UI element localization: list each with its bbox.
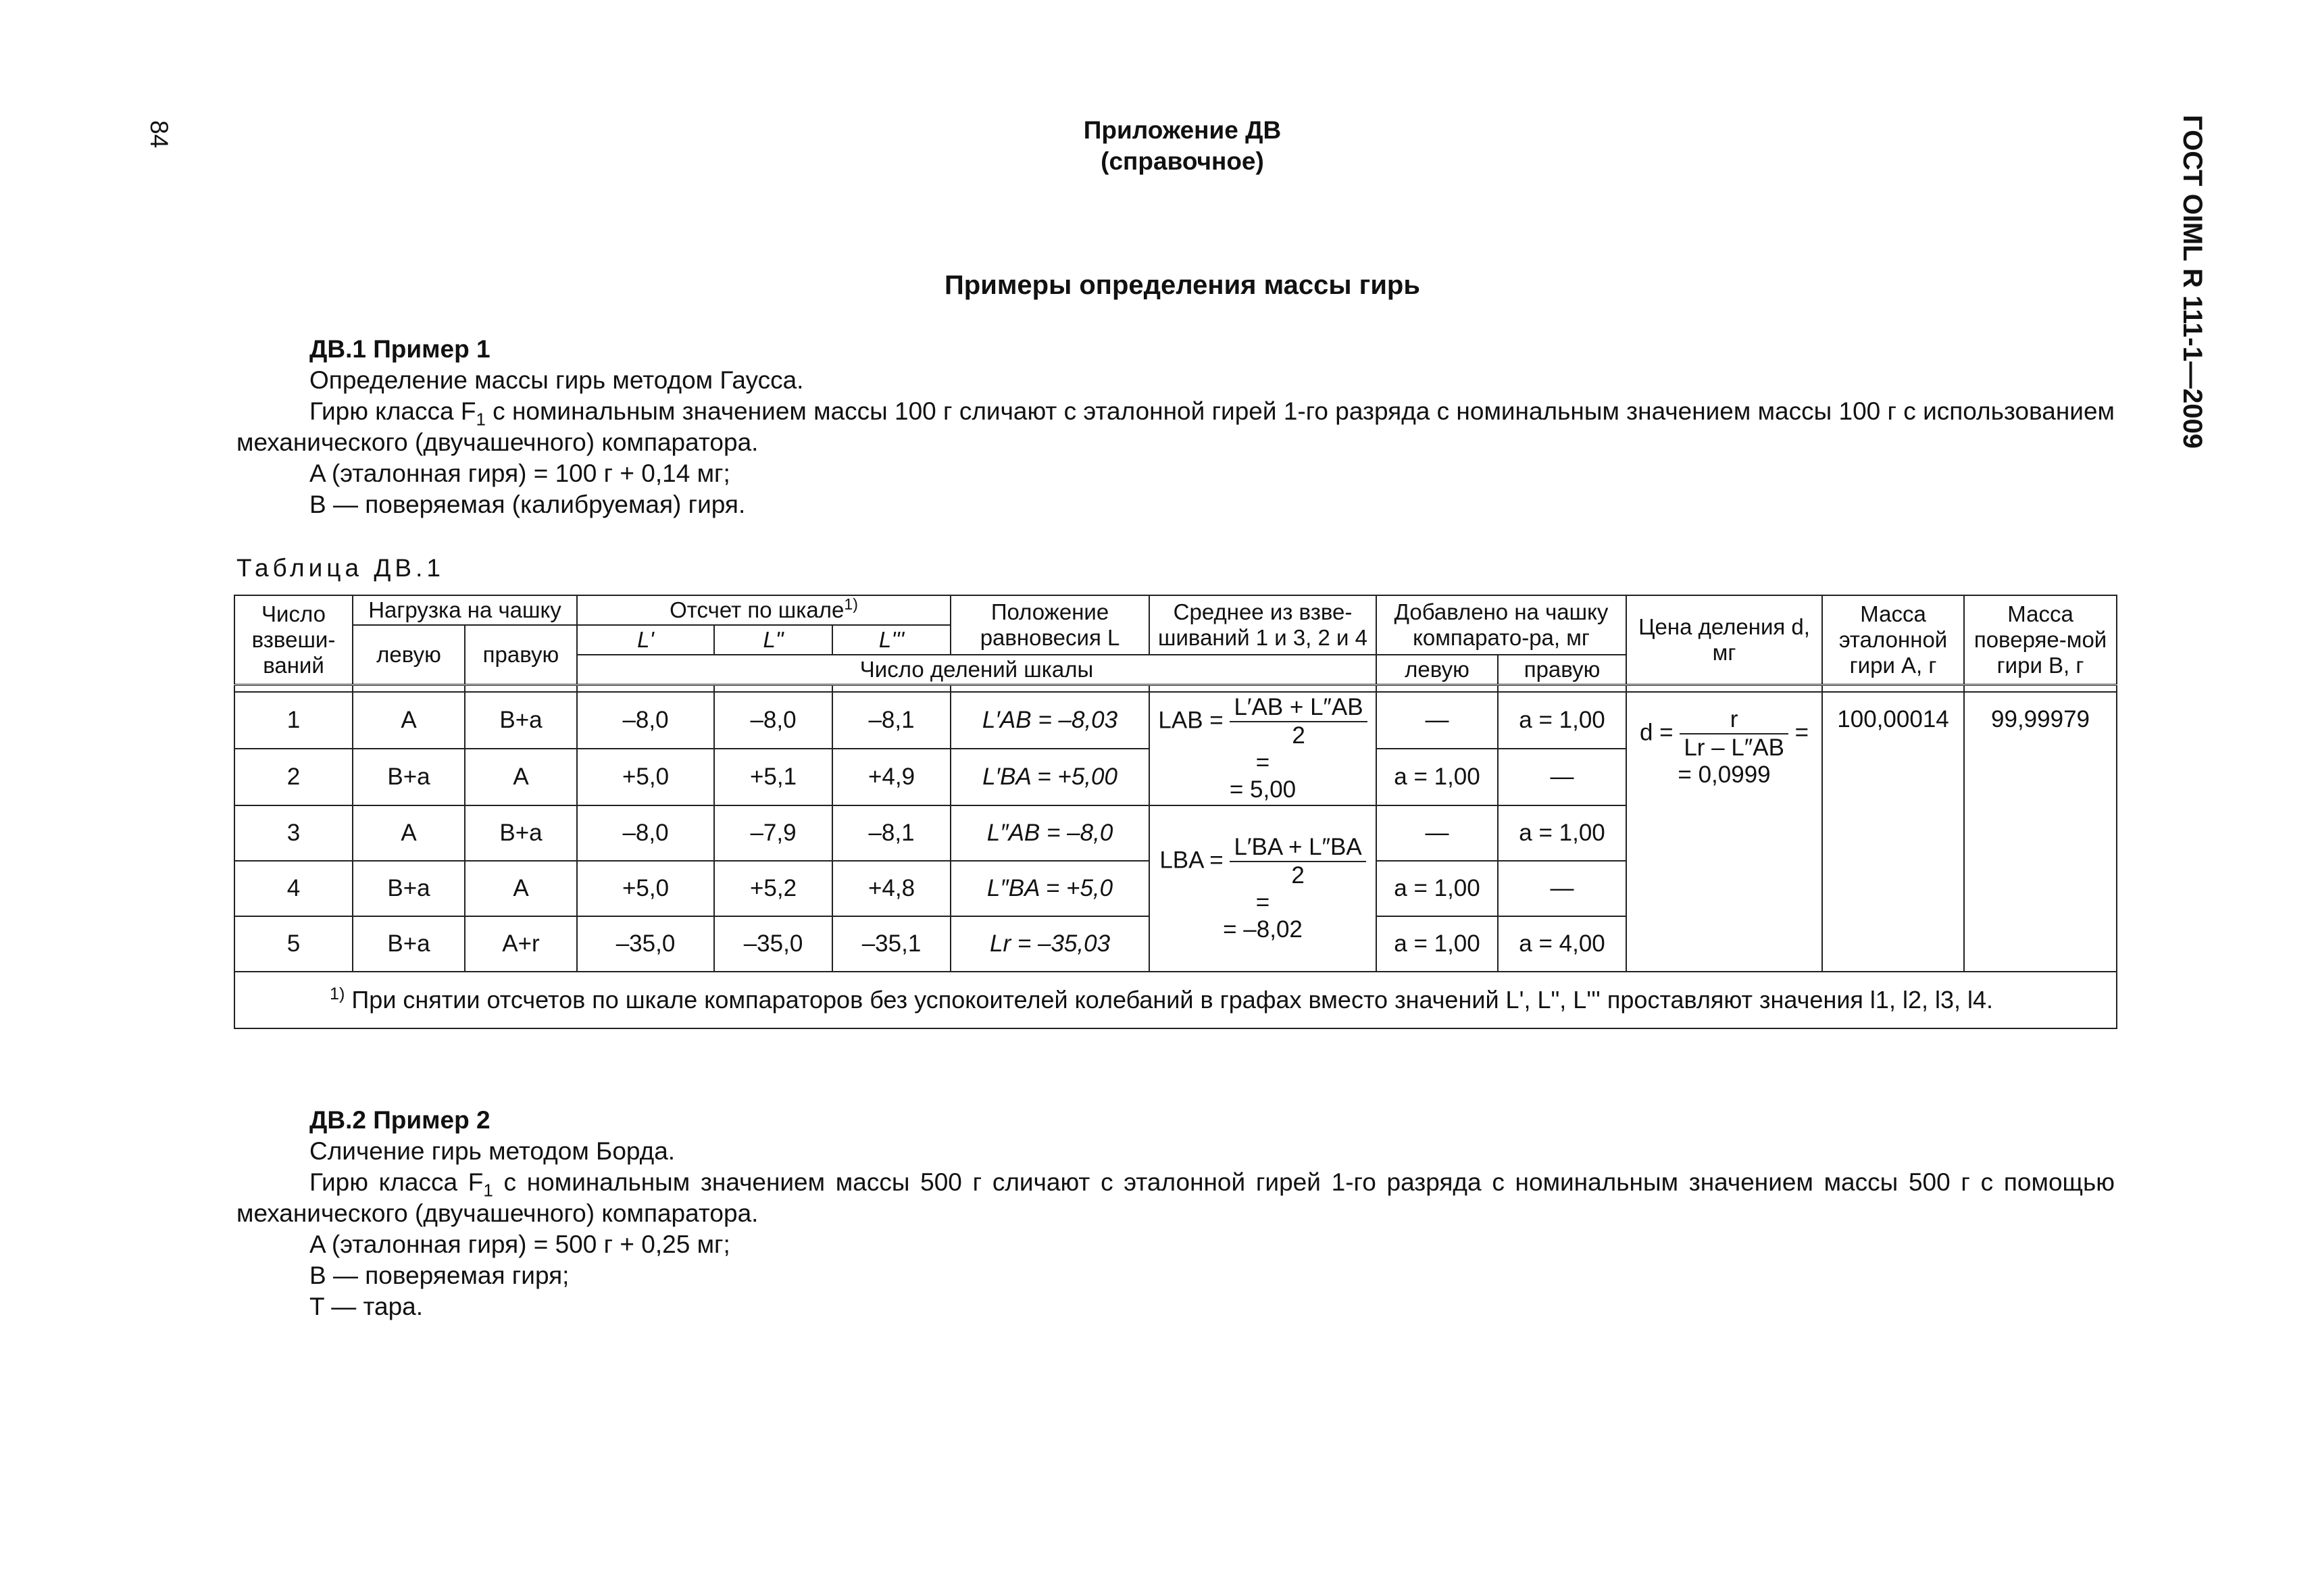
annex-subtitle: (справочное) xyxy=(1101,147,1264,175)
table-cell: A xyxy=(465,861,577,916)
table-cell: A xyxy=(353,692,465,749)
table-cell: –8,1 xyxy=(832,692,951,749)
example-2-section xyxy=(236,1105,2115,1322)
table-cell: +5,0 xyxy=(577,861,714,916)
table-cell xyxy=(1626,685,1822,693)
header-equilibrium: Положение равновесия L xyxy=(951,595,1149,655)
table-cell xyxy=(465,685,577,693)
example-1-line-3: A (эталонная гиря) = 100 г + 0,14 мг; xyxy=(309,459,730,487)
table-cell xyxy=(714,685,832,693)
table-row xyxy=(234,692,2117,749)
table-cell: B+a xyxy=(353,749,465,805)
header-mass-reference: Масса эталонной гири A, г xyxy=(1822,595,1964,685)
table-cell: 2 xyxy=(234,749,353,805)
header-divisions: Число делений шкалы xyxy=(577,655,1376,685)
table-cell xyxy=(1964,685,2117,693)
header-added-left: левую xyxy=(1376,655,1498,685)
header-reading: Отсчет по шкале$^{1)}$ xyxy=(577,595,951,625)
table-dv1 xyxy=(234,595,2117,1029)
table-cell: a = 1,00 xyxy=(1498,805,1626,861)
header-l1: L' xyxy=(577,625,714,655)
table-cell: –8,1 xyxy=(832,805,951,861)
table-cell: A xyxy=(353,805,465,861)
table-cell: –8,0 xyxy=(577,692,714,749)
header-added-right: правую xyxy=(1498,655,1626,685)
header-count: Число взвеши-ваний xyxy=(234,595,353,685)
table-cell: B+a xyxy=(353,916,465,972)
table-cell xyxy=(1498,685,1626,693)
table-cell: +5,1 xyxy=(714,749,832,805)
table-cell: — xyxy=(1498,749,1626,805)
example-2-line-2: Гирю класса $F_1$ с номинальным значением массы 500 г сличают с эталонной гирей 1-го разряда с номинальным значением массы 500 г с помощью механического (двучашечного) компаратора. xyxy=(236,1168,2115,1227)
header-mass-test: Масса поверяе-мой гири B, г xyxy=(1964,595,2117,685)
table-cell: L′BA = +5,00 xyxy=(951,749,1149,805)
example-1-line-2: Гирю класса $F_1$ с номинальным значением массы 100 г сличают с эталонной гирей 1-го разряда с номинальным значением массы 100 г с использованием механического (двучашечного) компаратора. xyxy=(236,397,2115,456)
mass-reference-value: 100,00014 xyxy=(1822,692,1964,972)
table-cell: a = 1,00 xyxy=(1376,916,1498,972)
table-cell: a = 1,00 xyxy=(1376,861,1498,916)
example-1-line-1: Определение массы гирь методом Гаусса. xyxy=(309,366,804,394)
header-load-left: левую xyxy=(353,625,465,685)
table-cell xyxy=(832,685,951,693)
table-cell xyxy=(234,685,353,693)
table-cell: — xyxy=(1376,805,1498,861)
table-cell: 4 xyxy=(234,861,353,916)
table-cell: +4,9 xyxy=(832,749,951,805)
table-cell xyxy=(577,685,714,693)
example-2-line-4: B — поверяемая гиря; xyxy=(309,1262,570,1289)
table-cell: B+a xyxy=(465,805,577,861)
table-cell: B+a xyxy=(353,861,465,916)
example-2-line-3: A (эталонная гиря) = 500 г + 0,25 мг; xyxy=(309,1230,730,1258)
example-1-line-4: B — поверяемая (калибруемая) гиря. xyxy=(309,491,746,518)
table-cell: 5 xyxy=(234,916,353,972)
table-cell: +5,2 xyxy=(714,861,832,916)
header-l3: L''' xyxy=(832,625,951,655)
table-cell: +5,0 xyxy=(577,749,714,805)
table-cell: — xyxy=(1498,861,1626,916)
table-cell: –35,0 xyxy=(714,916,832,972)
example-1-section xyxy=(236,334,2115,520)
table-cell: L′AB = –8,03 xyxy=(951,692,1149,749)
example-2-line-5: T — тара. xyxy=(309,1293,424,1320)
table-cell xyxy=(1822,685,1964,693)
table-cell: B+a xyxy=(465,692,577,749)
table-cell: –8,0 xyxy=(577,805,714,861)
mean-ab-cell: LAB = $\frac{L'AB + L''AB}{2}$ = = 5,00 xyxy=(1149,692,1376,805)
document-code: ГОСТ OIML R 111-1—2009 xyxy=(2178,115,2207,449)
table-cell xyxy=(951,685,1149,693)
header-load: Нагрузка на чашку xyxy=(353,595,577,625)
table-cell xyxy=(1149,685,1376,693)
table-cell: A+r xyxy=(465,916,577,972)
division-value-cell: d = $\frac{r}{Lr - L''AB}$ = = 0,0999 xyxy=(1626,692,1822,972)
table-cell: — xyxy=(1376,692,1498,749)
header-division-value: Цена деления d, мг xyxy=(1626,595,1822,685)
example-2-line-1: Сличение гирь методом Борда. xyxy=(309,1137,676,1165)
header-mean: Среднее из взве-шиваний 1 и 3, 2 и 4 xyxy=(1149,595,1376,655)
mass-test-value: 99,99979 xyxy=(1964,692,2117,972)
table-cell: +4,8 xyxy=(832,861,951,916)
table-cell: Lr = –35,03 xyxy=(951,916,1149,972)
table-cell: a = 1,00 xyxy=(1498,692,1626,749)
table-cell: –35,0 xyxy=(577,916,714,972)
table-cell: –7,9 xyxy=(714,805,832,861)
table-cell: a = 1,00 xyxy=(1376,749,1498,805)
example-1-title: ДВ.1 Пример 1 xyxy=(309,335,491,363)
page-number: 84 xyxy=(145,120,173,149)
table-cell: 1 xyxy=(234,692,353,749)
mean-ba-cell: LBA = $\frac{L'BA + L''BA}{2}$ = = –8,02 xyxy=(1149,805,1376,972)
table-cell xyxy=(1376,685,1498,693)
table-cell: a = 4,00 xyxy=(1498,916,1626,972)
table-cell: A xyxy=(465,749,577,805)
example-2-title: ДВ.2 Пример 2 xyxy=(309,1106,491,1134)
table-footnote: $^{1)}$ При снятии отсчетов по шкале компараторов без успокоителей колебаний в графах вместо значений L', L", L''' проставляют значения l1, l2, l3, l4. xyxy=(234,972,2117,1028)
table-cell: L″BA = +5,0 xyxy=(951,861,1149,916)
table-cell: L″AB = –8,0 xyxy=(951,805,1149,861)
header-added: Добавлено на чашку компарато-ра, мг xyxy=(1376,595,1626,655)
header-load-right: правую xyxy=(465,625,577,685)
table-caption: Таблица ДВ.1 xyxy=(236,554,445,582)
table-cell xyxy=(353,685,465,693)
table-cell: –35,1 xyxy=(832,916,951,972)
header-l2: L" xyxy=(714,625,832,655)
table-cell: 3 xyxy=(234,805,353,861)
table-cell: –8,0 xyxy=(714,692,832,749)
annex-title: Приложение ДВ xyxy=(1083,116,1282,144)
page-heading: Примеры определения массы гирь xyxy=(945,270,1420,300)
